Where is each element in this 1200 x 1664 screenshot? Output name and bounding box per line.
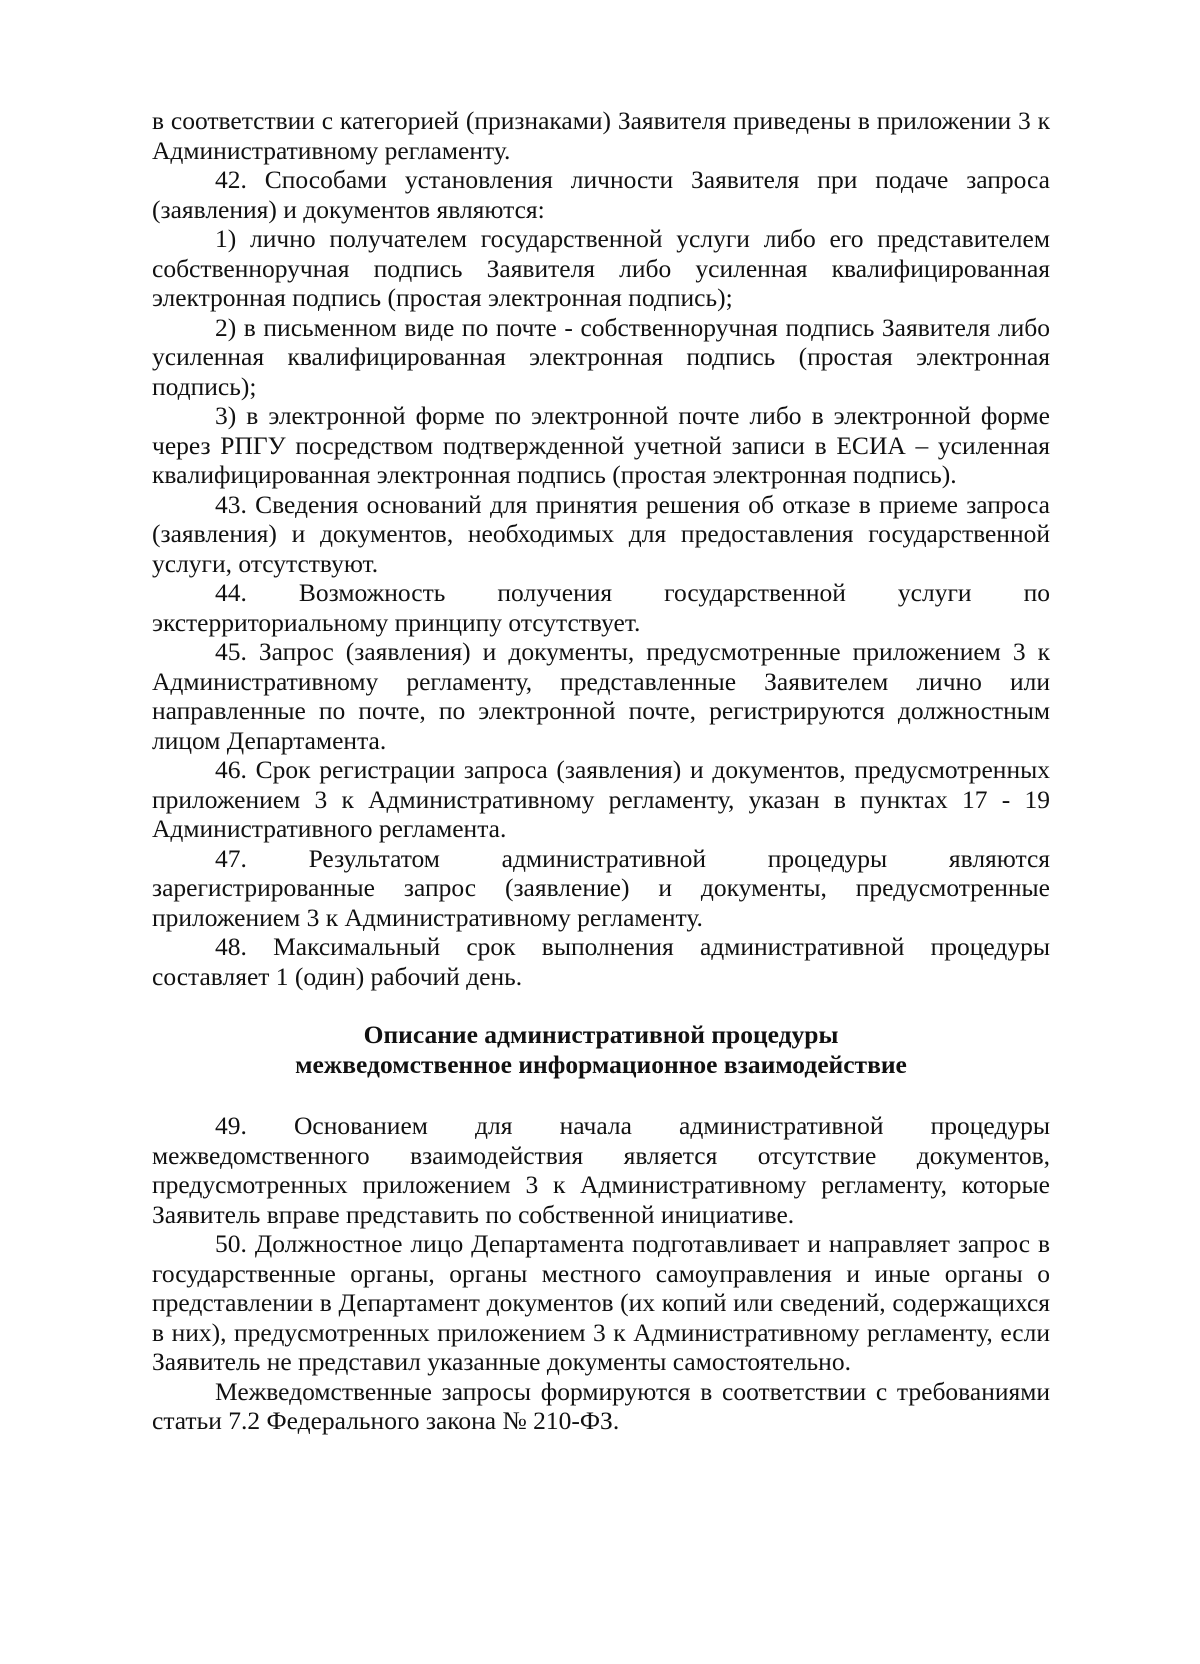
paragraph-45: 45. Запрос (заявления) и документы, предусмотренные приложением 3 к Административному регламенту, представленные Заявителем лично или направленные по почте, по электронной почте, регистрируются должностным лицом Департамента. <box>152 637 1050 755</box>
paragraph-interagency-requests: Межведомственные запросы формируются в соответствии с требованиями статьи 7.2 Федерального закона № 210-ФЗ. <box>152 1376 1050 1435</box>
paragraph-44: 44. Возможность получения государственной услуги по экстерриториальному принципу отсутствует. <box>152 578 1050 637</box>
paragraph-42: 42. Способами установления личности Заявителя при подаче запроса (заявления) и документов являются: <box>152 165 1050 224</box>
paragraph-48: 48. Максимальный срок выполнения административной процедуры составляет 1 (один) рабочий день. <box>152 932 1050 991</box>
paragraph-50: 50. Должностное лицо Департамента подготавливает и направляет запрос в государственные органы, органы местного самоуправления и иные органы о представлении в Департамент документов (их копий или сведений, содержащихся в них), предусмотренных приложением 3 к Административному регламенту, если Заявитель не представил указанные документы самостоятельно. <box>152 1229 1050 1376</box>
paragraph-49: 49. Основанием для начала административной процедуры межведомственного взаимодействия является отсутствие документов, предусмотренных приложением 3 к Административному регламенту, которые Заявитель вправе представить по собственной инициативе. <box>152 1111 1050 1229</box>
paragraph-continuation: в соответствии с категорией (признаками) Заявителя приведены в приложении 3 к Административному регламенту. <box>152 106 1050 165</box>
section-heading <box>152 1020 1050 1079</box>
paragraph-47: 47. Результатом административной процедуры являются зарегистрированные запрос (заявление) и документы, предусмотренные приложением 3 к Административному регламенту. <box>152 843 1050 932</box>
document-page <box>152 106 1050 1436</box>
section-heading-line-2: межведомственное информационное взаимодействие <box>295 1049 907 1079</box>
paragraph-42-item-1: 1) лично получателем государственной услуги либо его представителем собственноручная подпись Заявителя либо усиленная квалифицированная электронная подпись (простая электронная подпись); <box>152 224 1050 312</box>
paragraph-43: 43. Сведения оснований для принятия решения об отказе в приеме запроса (заявления) и документов, необходимых для предоставления государственной услуги, отсутствуют. <box>152 489 1050 578</box>
paragraph-42-item-2: 2) в письменном виде по почте - собственноручная подпись Заявителя либо усиленная квалифицированная электронная подпись (простая электронная подпись); <box>152 312 1050 401</box>
section-heading-line-1: Описание административной процедуры <box>363 1020 839 1049</box>
paragraph-46: 46. Срок регистрации запроса (заявления) и документов, предусмотренных приложением 3 к Административному регламенту, указан в пунктах 17 - 19 Административного регламента. <box>152 755 1050 843</box>
paragraph-42-item-3: 3) в электронной форме по электронной почте либо в электронной форме через РПГУ посредством подтвержденной учетной записи в ЕСИА – усиленная квалифицированная электронная подпись (простая электронная подпись). <box>152 401 1050 489</box>
